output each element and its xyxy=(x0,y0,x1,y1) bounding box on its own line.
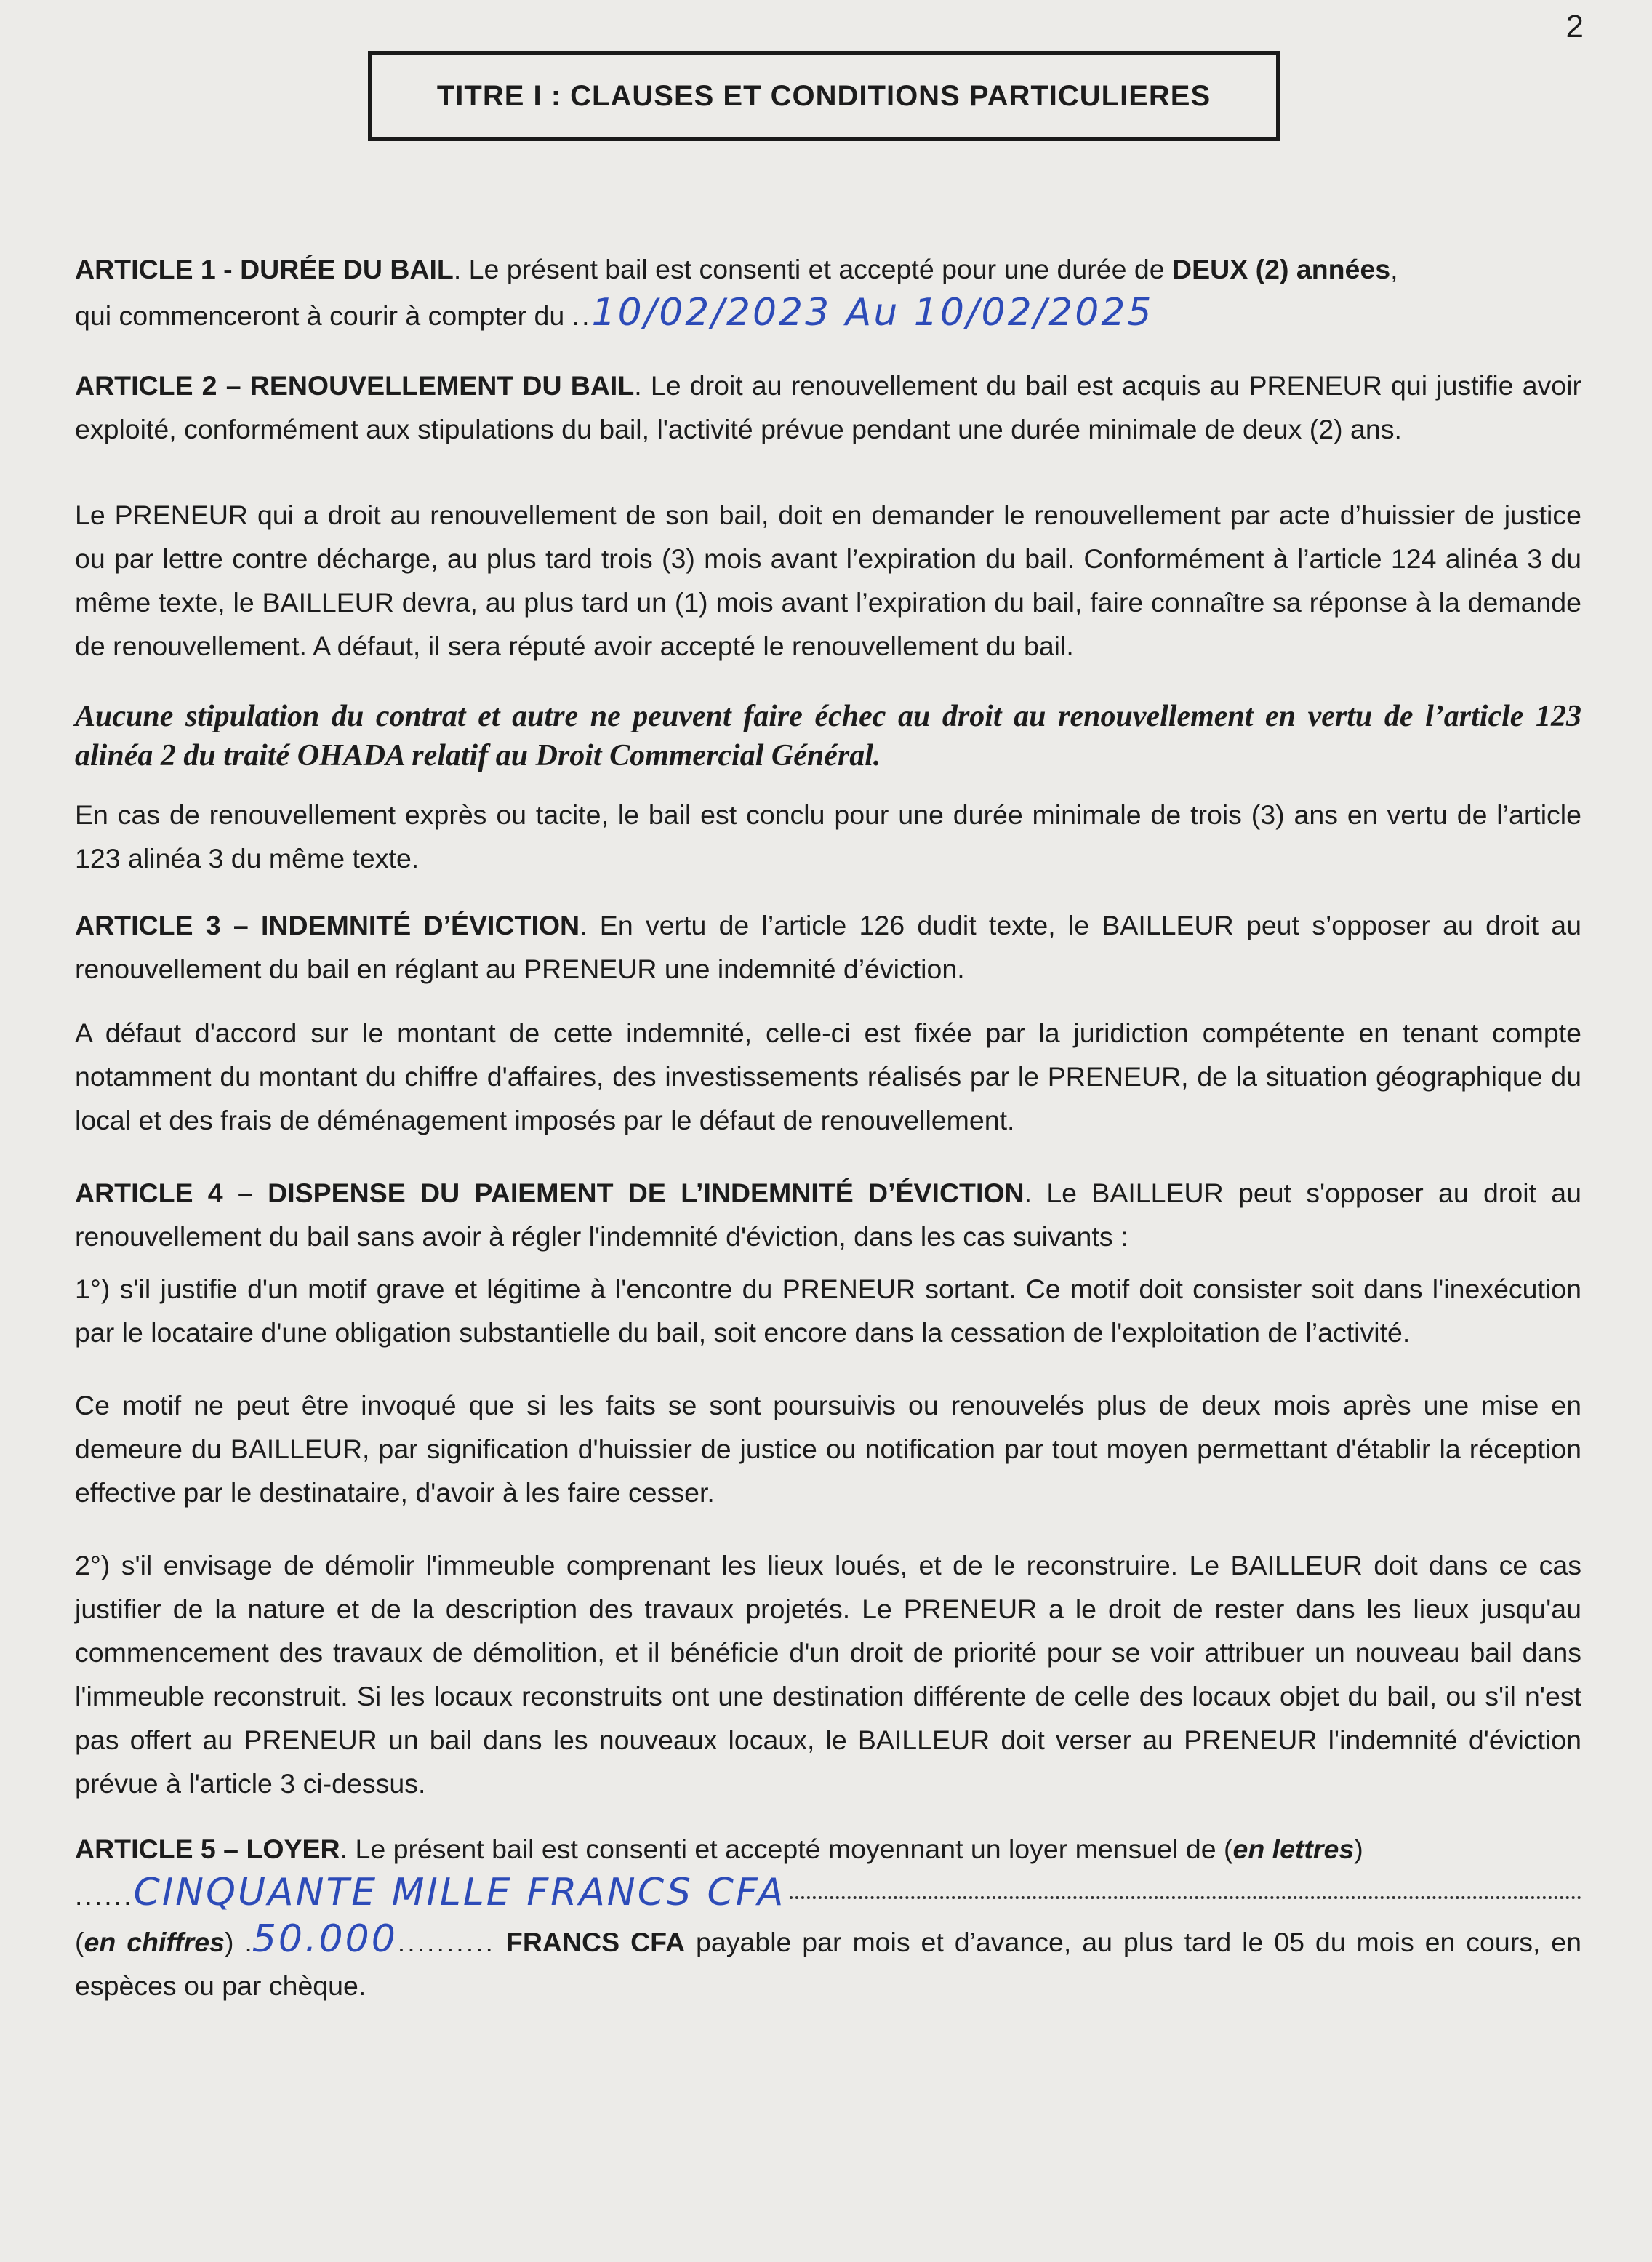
article-5-label-letters: en lettres xyxy=(1232,1834,1355,1864)
article-5-handwritten-letters: CINQUANTE MILLE FRANCS CFA xyxy=(133,1871,786,1914)
article-4 xyxy=(75,1171,1581,1258)
article-1-text-b: , xyxy=(1390,254,1398,284)
article-5-text-a: . Le présent bail est consenti et accepté moyennant un loyer mensuel de ( xyxy=(340,1834,1233,1864)
article-1-text-c: qui commenceront à courir à compter du xyxy=(75,300,572,331)
article-5-handwritten-figures: 50.000 xyxy=(252,1917,398,1961)
article-3-title: ARTICLE 3 – INDEMNITÉ D’ÉVICTION xyxy=(75,910,580,940)
article-3 xyxy=(75,903,1581,991)
section-title-box xyxy=(368,51,1280,141)
article-4-item-2: 2°) s'il envisage de démolir l'immeuble comprenant les lieux loués, et de le reconstruire. Le BAILLEUR doit dans ce cas justifier de la nature et de la description des travaux projetés. Le PRENEUR a le droit de rester dans les lieux jusqu'au commencement des travaux de démolition, et il bénéficie d'un droit de priorité pour se voir attribuer un nouveau bail dans l'immeuble reconstruit. Si les locaux reconstruits ont une destination différente de celle des locaux objet du bail, ou s'il n'est pas offert au PRENEUR un bail dans les nouveaux locaux, le BAILLEUR doit verser au PRENEUR l'indemnité d'éviction prévue à l'article 3 ci-dessus. xyxy=(75,1550,1581,1799)
article-5-label-figures: en chiffres xyxy=(84,1927,225,1957)
document-body xyxy=(75,247,1581,2007)
article-4-item-1: 1°) s'il justifie d'un motif grave et légitime à l'encontre du PRENEUR sortant. Ce motif doit consister soit dans l'inexécution par le locataire d'une obligation substantielle du bail, soit encore dans la cessation de l'exploitation de l’activité. xyxy=(75,1274,1581,1348)
article-1-handwritten-dates: 10/02/2023 Au 10/02/2025 xyxy=(591,291,1154,335)
article-3-paragraph-2: A défaut d'accord sur le montant de cette indemnité, celle-ci est fixée par la juridiction compétente en tenant compte notamment du montant du chiffre d'affaires, des investissements réalisés par le PRENEUR, de la situation géographique du local et des frais de déménagement imposés par le défaut de renouvellement. xyxy=(75,1018,1581,1135)
article-5 xyxy=(75,1827,1581,1871)
article-5-figures-dots: .......... xyxy=(397,1927,495,1957)
article-2 xyxy=(75,364,1581,451)
article-5-text-c: payable par mois et d’avance, au plus tard le 05 du mois en cours, en espèces ou par chèque. xyxy=(75,1927,1582,2001)
section-title: TITRE I : CLAUSES ET CONDITIONS PARTICULIERES xyxy=(436,79,1211,112)
article-1-title: ARTICLE 1 - DURÉE DU BAIL xyxy=(75,254,454,284)
article-5-dotted-fill xyxy=(790,1896,1581,1899)
article-5-currency: FRANCS CFA xyxy=(505,1927,686,1957)
article-4-title: ARTICLE 4 – DISPENSE DU PAIEMENT DE L’INDEMNITÉ D’ÉVICTION xyxy=(75,1178,1025,1208)
article-4-text-a: . Le BAILLEUR peut s'opposer au droit au renouvellement du bail sans avoir à régler l'indemnité d'éviction, dans les cas suivants : xyxy=(75,1178,1581,1252)
article-2-text-a: . Le droit au renouvellement du bail est acquis au PRENEUR qui justifie avoir exploité, conformément aux stipulations du bail, l'activité prévue pendant une durée minimale de deux (2) ans. xyxy=(75,370,1581,444)
article-4-item-1-note: Ce motif ne peut être invoqué que si les faits se sont poursuivis ou renouvelés plus de deux mois après une mise en demeure du BAILLEUR, par signification d'huissier de justice ou notification par tout moyen permettant d'établir la réception effective par le destinataire, d'avoir à les faire cesser. xyxy=(75,1390,1581,1508)
article-2-title: ARTICLE 2 – RENOUVELLEMENT DU BAIL xyxy=(75,370,635,401)
article-2-paragraph-3: En cas de renouvellement exprès ou tacite, le bail est conclu pour une durée minimale de trois (3) ans en vertu de l’article 123 alinéa 3 du même texte. xyxy=(75,799,1581,874)
article-5-figures-line xyxy=(75,1917,1581,2007)
article-5-figures-close: ) . xyxy=(224,1927,252,1957)
article-1-duration: DEUX (2) années xyxy=(1172,254,1391,284)
article-5-title: ARTICLE 5 – LOYER xyxy=(75,1834,340,1864)
article-3-text-a: . En vertu de l’article 126 dudit texte, le BAILLEUR peut s’opposer au droit au renouvellement du bail en réglant au PRENEUR une indemnité d’éviction. xyxy=(75,910,1581,984)
article-2-emphasis: Aucune stipulation du contrat et autre ne peuvent faire échec au droit au renouvellement en vertu de l’article 123 alinéa 2 du traité OHADA relatif au Droit Commercial Général. xyxy=(75,700,1581,772)
article-5-amount-letters-line xyxy=(75,1871,1581,1917)
article-1-dots: .. xyxy=(572,300,592,331)
article-1 xyxy=(75,247,1581,337)
page-number: 2 xyxy=(1565,9,1584,44)
article-5-dots: ...... xyxy=(75,1880,134,1911)
article-1-text-a: . Le présent bail est consenti et accepté pour une durée de xyxy=(453,254,1173,284)
article-2-paragraph-2: Le PRENEUR qui a droit au renouvellement de son bail, doit en demander le renouvellement par acte d’huissier de justice ou par lettre contre décharge, au plus tard trois (3) mois avant l’expiration du bail. Conformément à l’article 124 alinéa 3 du même texte, le BAILLEUR devra, au plus tard un (1) mois avant l’expiration du bail, faire connaître sa réponse à la demande de renouvellement. A défaut, il sera réputé avoir accepté le renouvellement du bail. xyxy=(75,500,1581,661)
article-5-figures-open: ( xyxy=(75,1927,84,1957)
article-5-text-b: ) xyxy=(1354,1834,1363,1864)
